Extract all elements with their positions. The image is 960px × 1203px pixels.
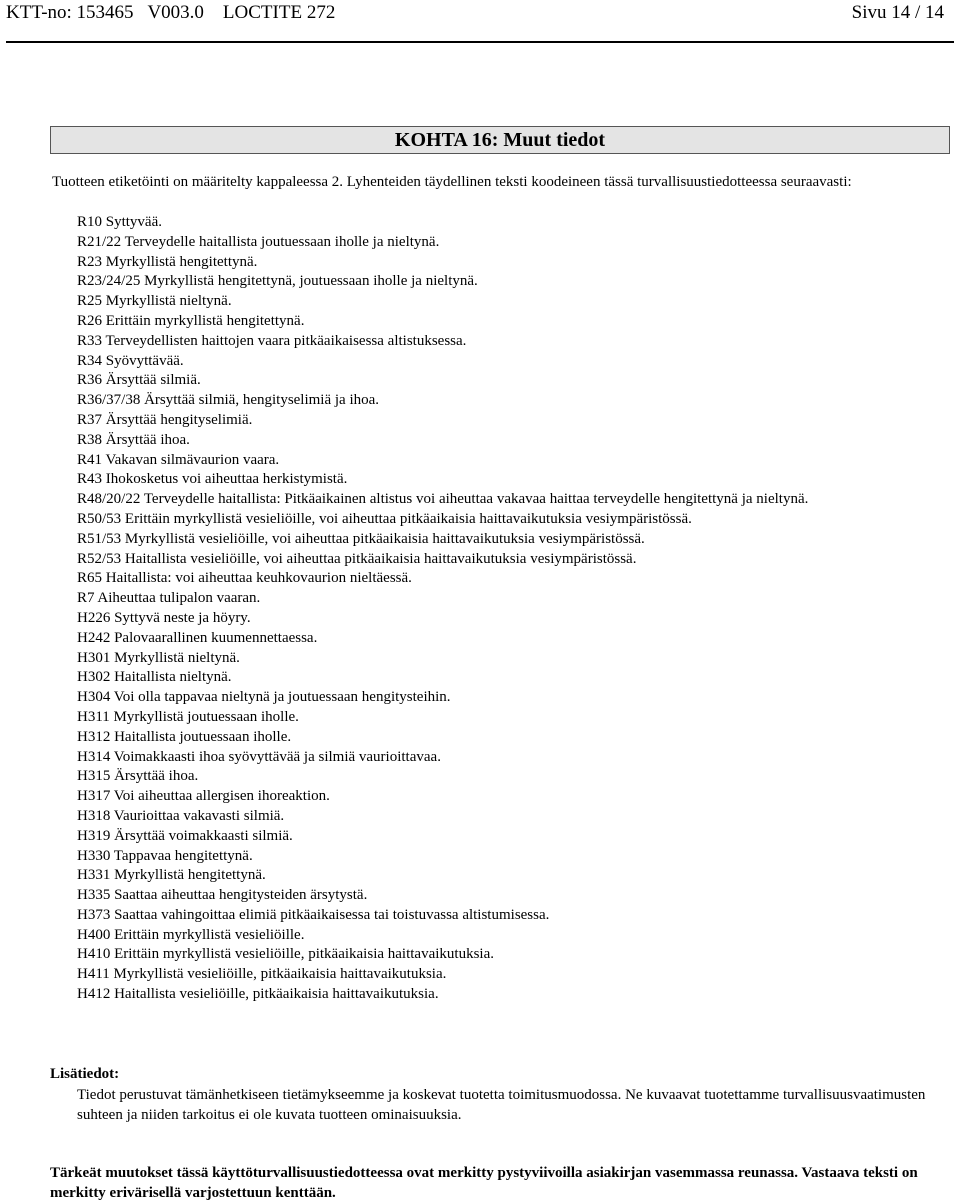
hazard-phrase: R7 Aiheuttaa tulipalon vaaran. xyxy=(77,590,261,607)
hazard-phrase: H411 Myrkyllistä vesieliöille, pitkäaikaisia haittavaikutuksia. xyxy=(77,966,447,983)
additional-info-text: Tiedot perustuvat tämänhetkiseen tietämykseemme ja koskevat tuotetta toimitusmuodossa. Ne kuvaavat tuotettamme turvallisuusvaatimusten suhteen ja niiden tarkoitus ei ole kuvata tuotteen ominaisuuksia. xyxy=(77,1087,926,1123)
hazard-phrase: R38 Ärsyttää ihoa. xyxy=(77,431,190,448)
hazard-phrase: H318 Vaurioittaa vakavasti silmiä. xyxy=(77,807,285,824)
hazard-phrase: R43 Ihokosketus voi aiheuttaa herkistymistä. xyxy=(77,471,348,488)
hazard-phrase: H311 Myrkyllistä joutuessaan iholle. xyxy=(77,708,299,725)
additional-info-heading: Lisätiedot: xyxy=(50,1066,120,1082)
hazard-phrase: R48/20/22 Terveydelle haitallista: Pitkäaikainen altistus voi aiheuttaa vakavaa haittaa terveydelle hengitettynä ja nieltynä. xyxy=(77,491,809,508)
hazard-phrase: H335 Saattaa aiheuttaa hengitysteiden ärsytystä. xyxy=(77,887,368,904)
hazard-phrase: R23/24/25 Myrkyllistä hengitettynä, joutuessaan iholle ja nieltynä. xyxy=(77,273,478,290)
hazard-phrase: H330 Tappavaa hengitettynä. xyxy=(77,847,253,864)
hazard-phrase: H242 Palovaarallinen kuumennettaessa. xyxy=(77,629,318,646)
document-id: KTT-no: 153465 V003.0 LOCTITE 272 xyxy=(6,2,336,23)
hazard-phrase: H412 Haitallista vesieliöille, pitkäaikaisia haittavaikutuksia. xyxy=(77,986,439,1003)
revision-note: Tärkeät muutokset tässä käyttöturvallisuustiedotteessa ovat merkitty pystyviivoilla asiakirjan vasemmassa reunassa. Vastaava teksti on merkitty erivärisellä varjostettuun kenttään. xyxy=(50,1165,918,1201)
hazard-phrase: R51/53 Myrkyllistä vesieliöille, voi aiheuttaa pitkäaikaisia haittavaikutuksia vesiympäristössä. xyxy=(77,530,645,547)
hazard-phrase-list xyxy=(77,213,947,1005)
hazard-phrase: R21/22 Terveydelle haitallista joutuessaan iholle ja nieltynä. xyxy=(77,233,440,250)
hazard-phrase: R25 Myrkyllistä nieltynä. xyxy=(77,293,232,310)
hazard-phrase: H373 Saattaa vahingoittaa elimiä pitkäaikaisessa tai toistuvassa altistumisessa. xyxy=(77,906,550,923)
hazard-phrase: H317 Voi aiheuttaa allergisen ihoreaktion. xyxy=(77,788,330,805)
hazard-phrase: H304 Voi olla tappavaa nieltynä ja joutuessaan hengitysteihin. xyxy=(77,689,451,706)
hazard-phrase: R33 Terveydellisten haittojen vaara pitkäaikaisessa altistuksessa. xyxy=(77,332,467,349)
section-title: KOHTA 16: Muut tiedot xyxy=(394,129,606,151)
hazard-phrase: H302 Haitallista nieltynä. xyxy=(77,669,232,686)
hazard-phrase: H400 Erittäin myrkyllistä vesieliöille. xyxy=(77,926,305,943)
hazard-phrase: R65 Haitallista: voi aiheuttaa keuhkovaurion nieltäessä. xyxy=(77,570,412,587)
intro-paragraph: Tuotteen etiketöinti on määritelty kappaleessa 2. Lyhenteiden täydellinen teksti koodeineen tässä turvallisuustiedotteessa seuraavasti: xyxy=(52,174,852,190)
hazard-phrase: R23 Myrkyllistä hengitettynä. xyxy=(77,253,258,270)
hazard-phrase: H312 Haitallista joutuessaan iholle. xyxy=(77,728,292,745)
hazard-phrase: H226 Syttyvä neste ja höyry. xyxy=(77,609,251,626)
hazard-phrase: R52/53 Haitallista vesieliöille, voi aiheuttaa pitkäaikaisia haittavaikutuksia vesiympäristössä. xyxy=(77,550,637,567)
page-number: Sivu 14 / 14 xyxy=(851,2,944,23)
hazard-phrase: H319 Ärsyttää voimakkaasti silmiä. xyxy=(77,827,293,844)
hazard-phrase: H410 Erittäin myrkyllistä vesieliöille, pitkäaikaisia haittavaikutuksia. xyxy=(77,946,494,963)
hazard-phrase: H301 Myrkyllistä nieltynä. xyxy=(77,649,240,666)
hazard-phrase: R37 Ärsyttää hengityselimiä. xyxy=(77,411,253,428)
hazard-phrase: R50/53 Erittäin myrkyllistä vesieliöille, voi aiheuttaa pitkäaikaisia haittavaikutuksia vesiympäristössä. xyxy=(77,510,692,527)
header-divider xyxy=(6,41,954,43)
hazard-phrase: R41 Vakavan silmävaurion vaara. xyxy=(77,451,280,468)
hazard-phrase: H315 Ärsyttää ihoa. xyxy=(77,768,199,785)
page-header xyxy=(6,0,954,30)
section-heading-bar xyxy=(50,126,950,154)
hazard-phrase: R36 Ärsyttää silmiä. xyxy=(77,372,201,389)
hazard-phrase: H331 Myrkyllistä hengitettynä. xyxy=(77,867,266,884)
hazard-phrase: R36/37/38 Ärsyttää silmiä, hengityselimiä ja ihoa. xyxy=(77,392,380,409)
hazard-phrase: R34 Syövyttävää. xyxy=(77,352,184,369)
hazard-phrase: R26 Erittäin myrkyllistä hengitettynä. xyxy=(77,312,305,329)
hazard-phrase: H314 Voimakkaasti ihoa syövyttävää ja silmiä vaurioittavaa. xyxy=(77,748,441,765)
hazard-phrase: R10 Syttyvää. xyxy=(77,214,162,230)
